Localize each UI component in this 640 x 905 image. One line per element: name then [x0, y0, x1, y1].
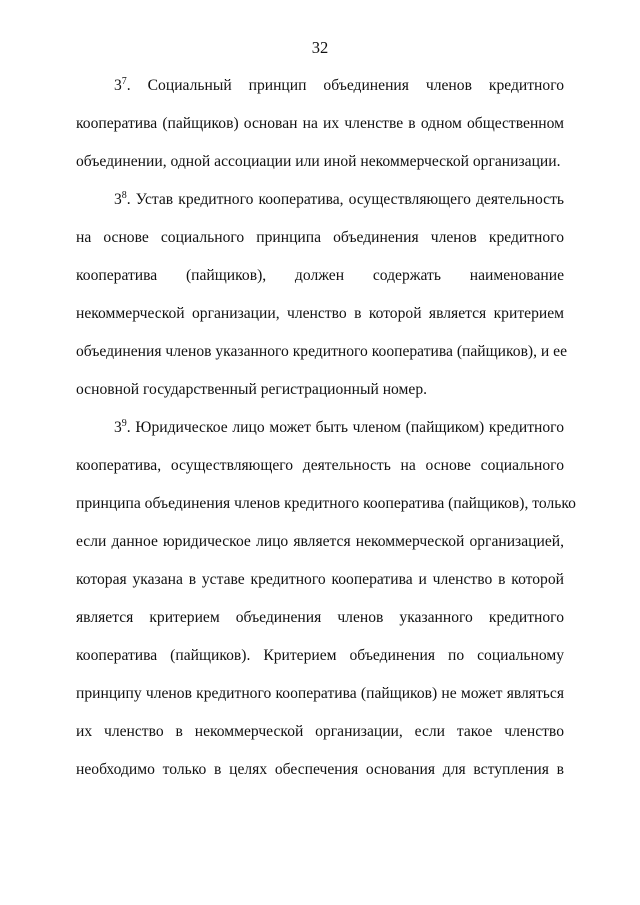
- paragraph-line: кооператива (пайщиков), должен содержать наименование: [76, 267, 564, 284]
- paragraph-line: принципу членов кредитного кооператива (пайщиков) не может являться: [76, 685, 564, 702]
- paragraph-line: принципа объединения членов кредитного кооператива (пайщиков), только: [76, 495, 576, 512]
- paragraph-line: кооператива, осуществляющего деятельность на основе социального: [76, 457, 564, 474]
- paragraph-line: $3^7$. Социальный принцип объединения членов кредитного: [114, 75, 564, 94]
- paragraph-line: необходимо только в целях обеспечения основания для вступления в: [76, 761, 564, 778]
- paragraph-3-8: [76, 188, 568, 416]
- paragraph-line: объединения членов указанного кредитного кооператива (пайщиков), и ее: [76, 343, 568, 360]
- document-body: [76, 74, 576, 796]
- paragraph-line: некоммерческой организации, членство в которой является критерием: [76, 305, 564, 322]
- paragraph-line: $3^8$. Устав кредитного кооператива, осуществляющего деятельность: [114, 189, 564, 208]
- paragraph-line: которая указана в уставе кредитного кооператива и членство в которой: [76, 571, 564, 588]
- paragraph-line: кооператива (пайщиков). Критерием объединения по социальному: [76, 647, 564, 664]
- paragraph-line: кооператива (пайщиков) основан на их членстве в одном общественном: [76, 115, 564, 132]
- clause-number: $3^9$.: [114, 417, 131, 436]
- clause-number: $3^8$.: [114, 189, 131, 208]
- paragraph-line: их членство в некоммерческой организации, если такое членство: [76, 723, 564, 740]
- paragraph-line: на основе социального принципа объединения членов кредитного: [76, 229, 564, 246]
- paragraph-line: является критерием объединения членов указанного кредитного: [76, 609, 564, 626]
- paragraph-line: $3^9$. Юридическое лицо может быть членом (пайщиком) кредитного: [114, 417, 564, 436]
- paragraph-line: если данное юридическое лицо является некоммерческой организацией,: [76, 533, 564, 550]
- paragraph-3-7: [76, 74, 564, 188]
- clause-number: $3^7$.: [114, 75, 131, 94]
- paragraph-line: основной государственный регистрационный номер.: [76, 381, 428, 398]
- page-number: 32: [311, 38, 329, 57]
- paragraph-3-9: [76, 416, 576, 796]
- paragraph-line: объединении, одной ассоциации или иной некоммерческой организации.: [76, 153, 561, 170]
